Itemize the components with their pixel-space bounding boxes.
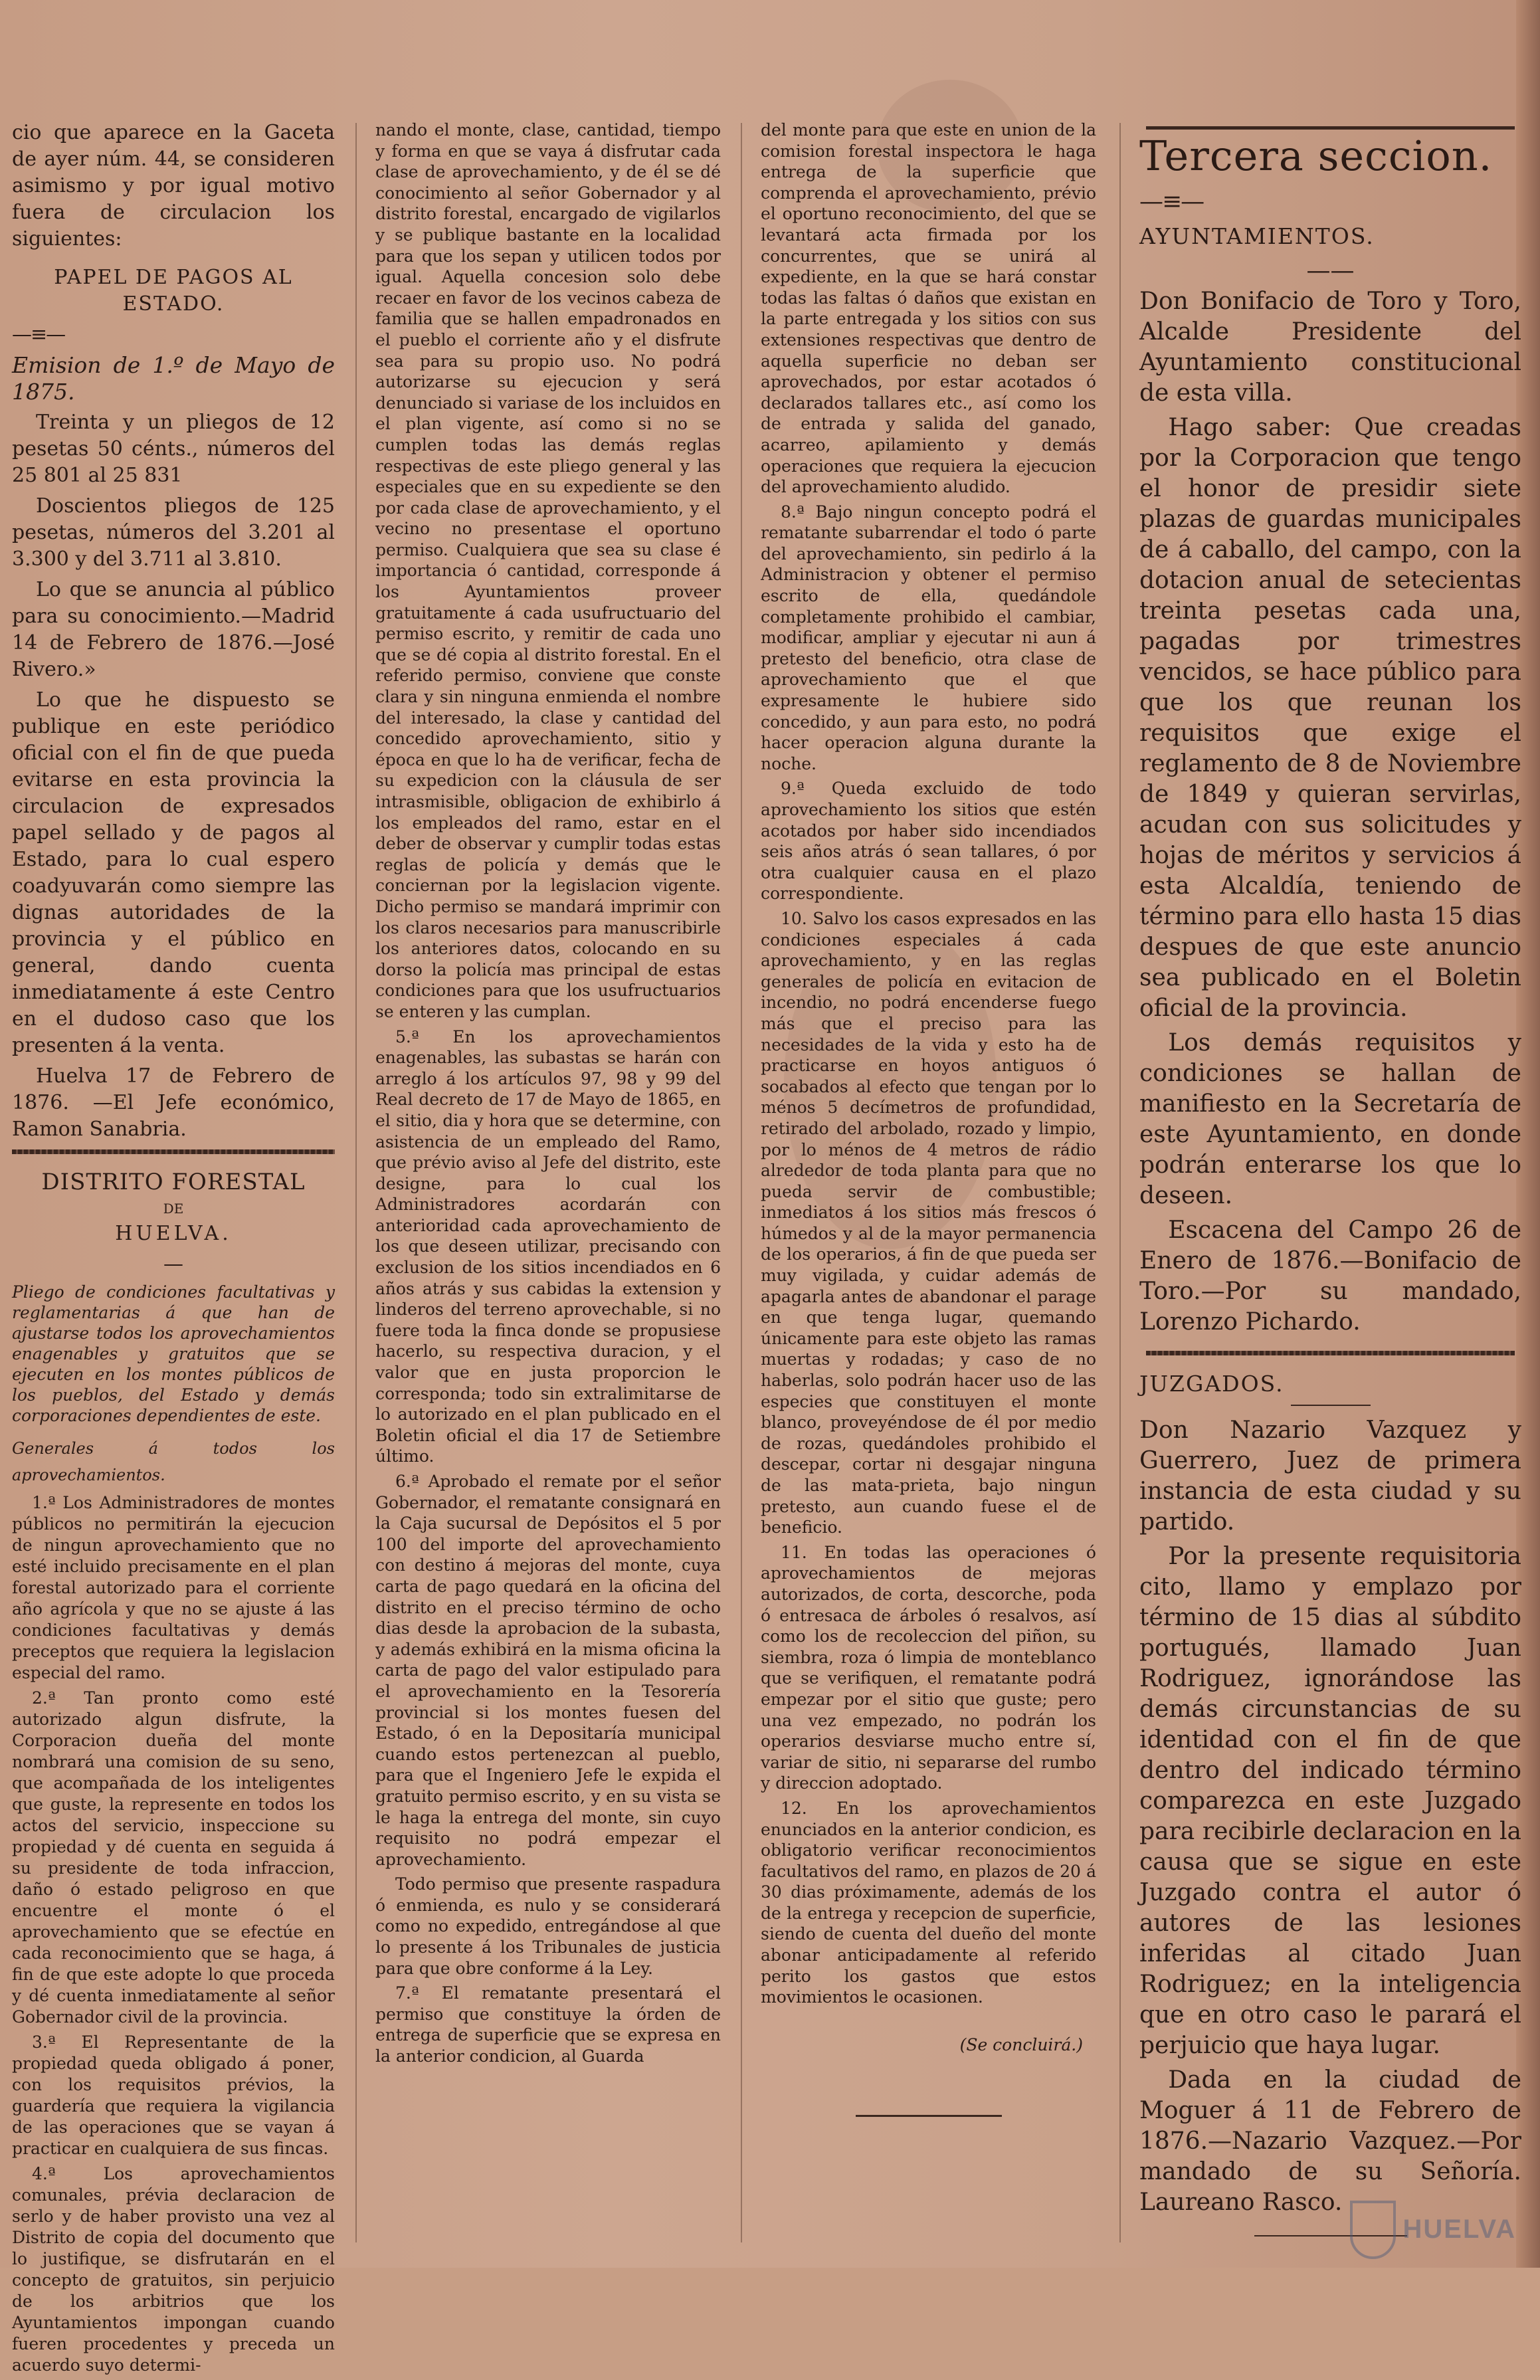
- separator: —≡—: [12, 323, 65, 346]
- condition-9: 9.ª Queda excluido de todo aprovechamiento los sitios que estén acotados por haber sido incendiados seis años atrás ó sean tallares, ó por otra cualquier causa en el plazo correspondiente.: [761, 779, 1096, 904]
- condition-8: 8.ª Bajo ningun concepto podrá el rematante subarrendar el todo ó parte del aprovechamiento, sin pedirlo á la Administracion y obtener el permiso escrito de ella, quedándole completamente prohibido el cambiar, modificar, ampliar y ejecutar ni aun á pretesto del beneficio, otra clase de aprovechamiento que el que expresamente le hubiere sido concedido, y aun para esto, no podrá hacer operacion alguna durante la noche.: [761, 502, 1096, 773]
- heading-rule: [1291, 1405, 1371, 1406]
- condition-6: 6.ª Aprobado el remate por el señor Gobernador, el rematante consignará en la Caja sucursal de Depósitos el 5 por 100 del importe del aprovechamiento con destino á mejoras del monte, cuya carta de pago quedará en la oficina del distrito en el preciso término de ocho dias desde la aprobacion de la subasta, y además exhibirá en la misma oficina la carta de pago del valor estipulado para el aprovechamiento en la Tesorería provincial si los montes fuesen del Estado, ó en la Depositaría municipal cuando estos pertenezcan al pueblo, para que el Ingeniero Jefe le expida el gratuito permiso escrito, y en su vista se le haga la entrega del monte, sin cuyo requisito no podrá empezar el aprovechamiento.: [375, 1472, 721, 1869]
- archive-watermark: [1350, 2198, 1516, 2261]
- column-divider: [1119, 123, 1121, 2242]
- paragraph: Todo permiso que presente raspadura ó enmienda, es nulo y se considerará como no expedido, entregándose al que lo presente á los Tribunales de justicia para que obre conforme á la Ley.: [375, 1874, 721, 1978]
- emission-line: Emision de 1.º de Mayo de 1875.: [12, 352, 335, 405]
- separator: ——: [1306, 257, 1355, 284]
- paragraph: nando el monte, clase, cantidad, tiempo y forma en que se vaya á disfrutar cada clase de aprovechamiento, y de él se dé conocimiento al señor Gobernador y al distrito forestal, encargado de vigilarlos y se publique bastante en la localidad para que los sepan y utilicen todos por igual. Aquella concesion solo debe recaer en favor de los vecinos cabeza de familia que se hallen empadronados en el pueblo el corriente año y el disfrute sea para su propio uso. No podrá autorizarse su ejecucion y será denunciado si variase de los incluidos en el plan vigente, así como si no se cumplen todas las demás reglas respectivas de este pliego general y las especiales que en su expediente se den por cada clase de aprovechamiento, y el vecino no presentase el oportuno permiso. Cualquiera que sea su clase é importancia ó cantidad, corresponde á los Ayuntamientos proveer gratuitamente á cada usufructuario del permiso escrito, y remitir de cada uno que se dé copia al distrito forestal. En el referido permiso, conviene que conste clara y sin ninguna enmienda el nombre del interesado, la clase y cantidad del concedido aprovechamiento, sitio y época en que lo ha de verificar, fecha de su expedicion con la cláusula de ser intrasmisible, obligacion de exhibirlo á los empleados del ramo, estar en el deber de observar y cumplir todas estas reglas de policía y demás que le conciernan por la legislacion vigente. Dicho permiso se mandará imprimir con los claros necesarios para manuscribirle los anteriores datos, colocando en su dorso la policía mas principal de estas condiciones para que los usufructuarios se enteren y las cumplan.: [375, 120, 721, 1021]
- column-1: [12, 120, 335, 2380]
- separator: —: [163, 1252, 183, 1276]
- condition-2: 2.ª Tan pronto como esté autorizado algun disfrute, la Corporacion dueña del monte nombrará una comision de su seno, que acompañada de los inteligentes que guste, la represente en todos los actos del servicio, inspeccione su propiedad y dé cuenta en seguida á su presidente de toda infraccion, daño ó estado peligroso en que encuentre el monte ó el aprovechamiento que se efectúe en cada reconocimiento que se haga, á fin de que este adopte lo que proceda y dé cuenta inmediatamente al señor Gobernador civil de la provincia.: [12, 1688, 335, 2027]
- shield-icon: [1350, 2201, 1396, 2259]
- heading-papel: PAPEL DE PAGOS AL ESTADO.: [54, 266, 293, 316]
- paragraph: Don Nazario Vazquez y Guerrero, Juez de primera instancia de esta ciudad y su partido.: [1139, 1417, 1521, 1536]
- condition-11: 11. En todas las operaciones ó aprovechamientos de mejoras autorizados, de corta, descorche, poda ó entresaca de árboles ó resalvos, así como los de recoleccion del piñon, su siembra, roza ó limpia de monteblanco que se verifiquen, el rematante podrá empezar por el sitio que guste; pero una vez empezado, no podrán los operarios desviarse mucho entre sí, variar de sitio, ni separarse del rumbo y direccion adoptado.: [761, 1542, 1096, 1793]
- signature: Huelva 17 de Febrero de 1876. —El Jefe económico, Ramon Sanabria.: [12, 1064, 335, 1141]
- condition-7: 7.ª El rematante presentará el permiso que constituye la órden de entrega de superficie que se expresa en la anterior condicion, al Guarda: [375, 1983, 721, 2066]
- condition-10: 10. Salvo los casos expresados en las condiciones especiales á cada aprovechamiento, y en las reglas generales de policía en evitacion de incendio, no podrá encenderse fuego más que el preciso para las necesidades de la vida y esto ha de practicarse en hoyos antiguos ó socabados al efecto que tengan por lo ménos 5 decímetros de profundidad, retirado del arbolado, rozado y limpio, por lo ménos de 4 metros de rádio alrededor de toda planta para que no pueda servir de combustible; inmediatos á los sitios más frescos ó húmedos y al de la mayor permanencia de los operarios, á fin de que pueda ser muy vigilada, y cuidar además de apagarla antes de abandonar el parage en que tenga lugar, quemando únicamente para este objeto las ramas muertas y rodadas; y caso de no haberlas, solo podrán hacer uso de las especies que constituyen el monte blanco, proveyéndose de él por medio de rozas, quedándoles prohibido el descepar, cortar ni desgajar ninguna de las mata-prieta, bajo ningun pretesto, aun cuando fuese el de beneficio.: [761, 908, 1096, 1537]
- condition-4: 4.ª Los aprovechamientos comunales, prévia declaracion de serlo y de haber provisto una vez al Distrito de copia del documento que lo justifique, se disfrutarán en el concepto de gratuitos, sin perjuicio de los arbitrios que los Ayuntamientos impongan cuando fueren procedentes y preceda un acuerdo suyo determi-: [12, 2164, 335, 2375]
- separator: —≡—: [1139, 188, 1204, 215]
- district-de: DE: [163, 1201, 184, 1217]
- condition-12: 12. En los aprovechamientos enunciados en la anterior condicion, es obligatorio verificar reconocimientos facultativos del ramo, en plazos de 20 á 30 dias próximamente, además de los de la entrega y recepcion de superficie, siendo de cuenta del dueño del monte abonar anticipadamente al referido perito los gastos que estos movimientos le ocasionen.: [761, 1798, 1096, 2007]
- district-title: DISTRITO FORESTAL: [41, 1169, 306, 1195]
- condition-5: 5.ª En los aprovechamientos enagenables, las subastas se harán con arreglo á los artículos 97, 98 y 99 del Real decreto de 17 de Mayo de 1865, en el sitio, dia y hora que se determine, con asistencia de un empleado del Ramo, que prévio aviso al Jefe del distrito, este designe, para lo cual los Administradores acordarán con anterioridad cada aprovechamiento de los que deseen utilizar, precisando con exclusion de los sitios incendiados en 6 años atrás y sus cabidas la extension y linderos del terreno aprovechable, si no fuere toda la finca donde se propusiese hacerlo, su respectiva duracion, y el valor que en justa proporcion le corresponda; todo sin extralimitarse de lo autorizado en el plan publicado en el Boletin oficial el dia 17 de Setiembre último.: [375, 1027, 721, 1466]
- column-divider: [355, 123, 357, 2242]
- column-3: [761, 120, 1096, 2117]
- paragraph: Los demás requisitos y condiciones se hallan de manifiesto en la Secretaría de este Ayuntamiento, en donde podrán enterarse los que lo deseen.: [1139, 1029, 1521, 1209]
- paragraph: Lo que he dispuesto se publique en este periódico oficial con el fin de que pueda evitarse en esta provincia la circulacion de expresados papel sellado y de pagos al Estado, para lo cual espero coadyuvarán como siempre las dignas autoridades de la provincia y el público en general, dando cuenta inmediatamente á este Centro en el dudoso caso que los presenten á la venta.: [12, 688, 335, 1057]
- paragraph: del monte para que este en union de la comision forestal inspectora le haga entrega de la superficie que comprenda el aprovechamiento, prévio el oportuno reconocimiento, del que se levantará acta firmada por los concurrentes, que se unirá al expediente, en la que se hará constar todas las faltas ó daños que existan en la parte entregada y los sitios con sus extensiones respectivas que dentro de aquella superficie no deban ser aprovechados, por estar acotados ó declarados tallares etc., así como los de entrada y salida del ganado, acarreo, apilamiento y demás operaciones que requiera la ejecucion del aprovechamiento aludido.: [761, 120, 1096, 497]
- section-title: Tercera seccion.: [1139, 132, 1493, 180]
- column-4: [1139, 126, 1521, 2236]
- paragraph: Don Bonifacio de Toro y Toro, Alcalde Presidente del Ayuntamiento constitucional de esta villa.: [1139, 288, 1521, 407]
- condition-3: 3.ª El Representante de la propiedad queda obligado á poner, con los requisitos prévios, la guardería que requiera la vigilancia de las operaciones que se vayan á practicar en cualquiera de sus fincas.: [12, 2033, 335, 2158]
- condition-1: 1.ª Los Administradores de montes públicos no permitirán la ejecucion de ningun aprovechamiento que no esté incluido precisamente en el plan forestal autorizado para el corriente año agrícola y que no se ajuste á las condiciones facultativas y demás preceptos que requiera la legislacion especial del ramo.: [12, 1493, 335, 1682]
- continued-note: (Se concluirá.): [959, 2034, 1083, 2054]
- section-rule: [12, 1149, 335, 1154]
- ayuntamientos-heading: AYUNTAMIENTOS.: [1139, 223, 1375, 249]
- juzgados-heading: JUZGADOS.: [1139, 1371, 1284, 1397]
- district-place: HUELVA.: [115, 1222, 232, 1245]
- generales-heading: Generales á todos los aprovechamientos.: [12, 1439, 335, 1484]
- paragraph: Doscientos pliegos de 125 pesetas, números del 3.201 al 3.300 y del 3.711 al 3.810.: [12, 494, 335, 571]
- section-rule: [1146, 1351, 1515, 1355]
- signature: Escacena del Campo 26 de Enero de 1876.—Bonifacio de Toro.—Por su mandado, Lorenzo Pichardo.: [1139, 1217, 1521, 1336]
- column-divider: [741, 123, 742, 2242]
- pliego-intro: Pliego de condiciones facultativas y reglamentarias á que han de ajustarse todos los aprovechamientos enagenables y gratuitos que se ejecuten en los montes públicos de los pueblos, del Estado y demás corporaciones dependientes de este.: [12, 1282, 335, 1425]
- signature: Dada en la ciudad de Moguer á 11 de Febrero de 1876.—Nazario Vazquez.—Por mandado de su Señoría. Laureano Rasco.: [1139, 2066, 1521, 2216]
- end-rule: [856, 2115, 1002, 2117]
- intro-text: cio que aparece en la Gaceta de ayer núm. 44, se consideren asimismo y por igual motivo fuera de circulacion los siguientes:: [12, 121, 335, 250]
- paragraph: Lo que se anuncia al público para su conocimiento.—Madrid 14 de Febrero de 1876.—José Rivero.»: [12, 578, 335, 681]
- paragraph: Treinta y un pliegos de 12 pesetas 50 cénts., números del 25 801 al 25 831: [12, 411, 335, 487]
- paragraph: Por la presente requisitoria cito, llamo y emplazo por término de 15 dias al súbdito portugués, llamado Juan Rodriguez, ignorándose las demás circunstancias de su identidad con el fin de que dentro del indicado término comparezca en este Juzgado para recibirle declaracion en la causa que se sigue en este Juzgado contra el autor ó autores de las lesiones inferidas al citado Juan Rodriguez; en la inteligencia que en otro caso le parará el perjuicio que haya lugar.: [1139, 1543, 1521, 2059]
- watermark-text: HUELVA: [1402, 2215, 1516, 2244]
- paragraph: Hago saber: Que creadas por la Corporacion que tengo el honor de presidir siete plazas de guardas municipales de á caballo, del campo, con la dotacion anual de setecientas treinta pesetas cada una, pagadas por trimestres vencidos, se hace público para que los que reunan los requisitos que exige el reglamento de 8 de Noviembre de 1849 y quieran servirlas, acudan con sus solicitudes y hojas de méritos y servicios á esta Alcaldía, teniendo de término para ello hasta 15 dias despues de que este anuncio sea publicado en el Boletin oficial de la provincia.: [1139, 414, 1521, 1022]
- column-2: [375, 120, 721, 2071]
